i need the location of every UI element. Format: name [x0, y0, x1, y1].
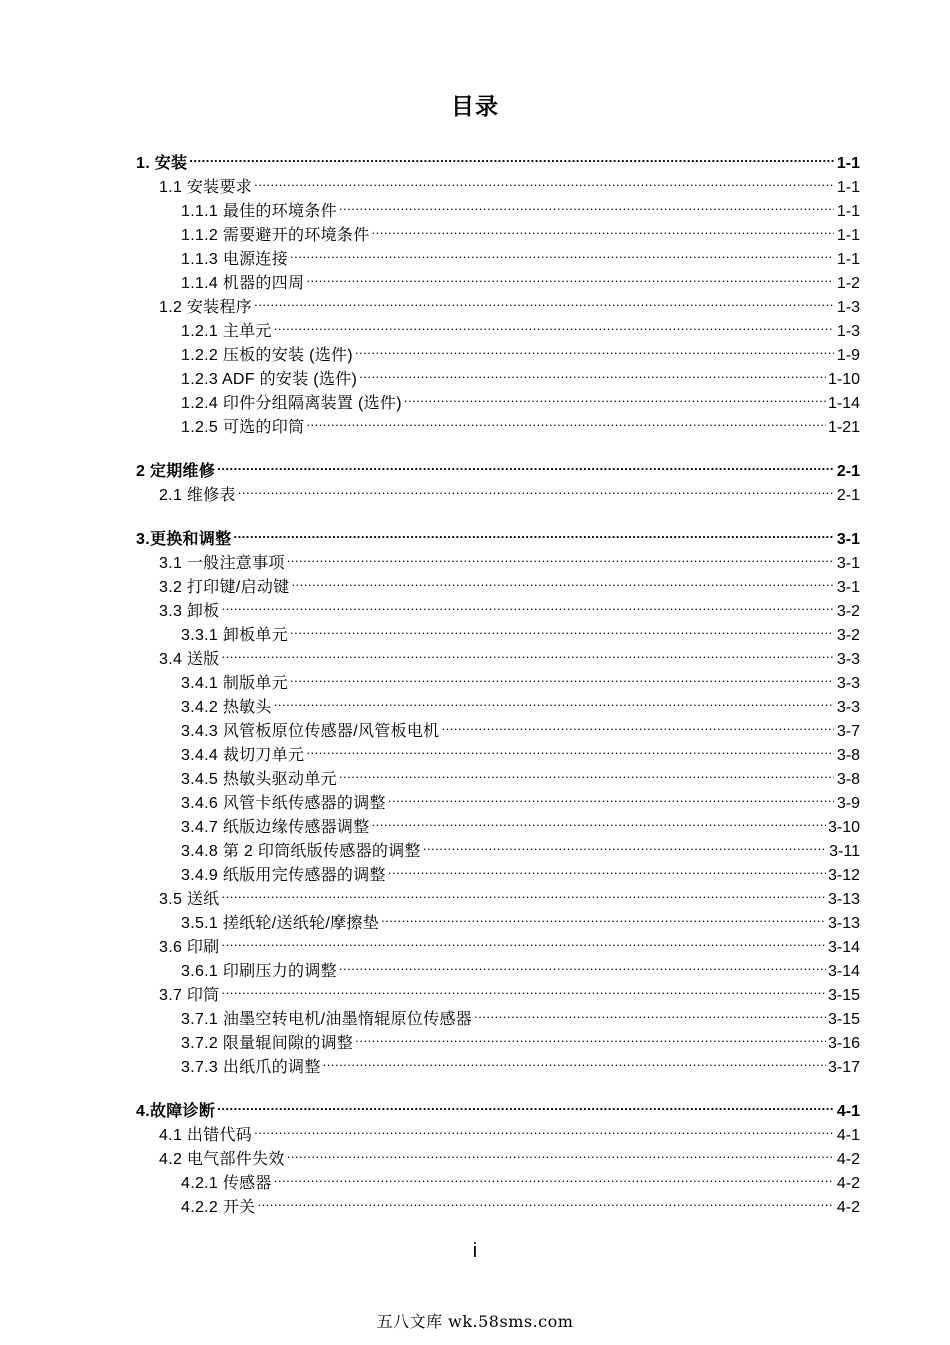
- dot-leader: [306, 264, 834, 288]
- toc-subsubsection[interactable]: [136, 904, 860, 932]
- toc-entry-label: 3.5 送纸: [159, 891, 220, 908]
- toc-entry-label: 1.2.5 可选的印筒: [181, 419, 305, 436]
- dot-leader: [222, 592, 835, 616]
- toc-subsection[interactable]: [136, 928, 860, 956]
- toc-entry-page: 3-13: [827, 915, 860, 932]
- dot-leader: [217, 1092, 834, 1116]
- dot-leader: [372, 216, 834, 240]
- dot-leader: [222, 640, 835, 664]
- dot-leader: [306, 736, 834, 760]
- toc-entry-label: 1.1.1 最佳的环境条件: [181, 203, 337, 220]
- dot-leader: [404, 384, 826, 408]
- toc-entry-label: 3.3.1 卸板单元: [181, 627, 289, 644]
- toc-entry-label: 3.3 卸板: [159, 603, 220, 620]
- dot-leader: [441, 712, 834, 736]
- toc-entry-label: 3.4.9 纸版用完传感器的调整: [181, 867, 386, 884]
- toc-entry-page: 4-2: [836, 1199, 860, 1216]
- toc-entry-page: 2-1: [836, 463, 860, 480]
- toc-entry-label: 3.2 打印键/启动键: [159, 579, 290, 596]
- dot-leader: [388, 784, 834, 808]
- toc-entry-label: 3.1 一般注意事项: [159, 555, 285, 572]
- toc-entry-page: 3-3: [836, 651, 860, 668]
- toc-subsection[interactable]: [136, 1116, 860, 1144]
- dot-leader: [423, 832, 827, 856]
- dot-leader: [274, 1164, 834, 1188]
- toc-entry-page: 1-1: [836, 155, 860, 172]
- toc-entry-label: 3.4 送版: [159, 651, 220, 668]
- toc-subsubsection[interactable]: [136, 664, 860, 692]
- dot-leader: [290, 240, 834, 264]
- dot-leader: [381, 904, 826, 928]
- toc-entry-page: 3-17: [827, 1059, 860, 1076]
- toc-entry-label: 4.1 出错代码: [159, 1127, 253, 1144]
- dot-leader: [359, 360, 826, 384]
- toc-subsection[interactable]: [136, 640, 860, 668]
- toc-entry-label: 4.故障诊断: [136, 1103, 216, 1120]
- toc-entry-label: 3.7 印筒: [159, 987, 220, 1004]
- toc-section-heading[interactable]: [136, 520, 860, 548]
- toc-entry-page: 3-8: [836, 747, 860, 764]
- toc-entry-label: 1. 安装: [136, 155, 188, 172]
- dot-leader: [287, 1140, 834, 1164]
- toc-entry-page: 3-2: [836, 603, 860, 620]
- toc-subsection[interactable]: [136, 476, 860, 504]
- toc-entry-label: 3.4.2 热敏头: [181, 699, 272, 716]
- toc-entry-page: 3-3: [836, 699, 860, 716]
- toc-entry-page: 3-3: [836, 675, 860, 692]
- toc-entry-page: 1-1: [836, 203, 860, 220]
- toc-entry-label: 3.5.1 搓纸轮/送纸轮/摩擦垫: [181, 915, 380, 932]
- section-gap: [136, 500, 860, 520]
- toc-entry-label: 4.2.2 开关: [181, 1199, 256, 1216]
- dot-leader: [306, 408, 826, 432]
- dot-leader: [355, 1024, 826, 1048]
- toc-entry-page: 3-7: [836, 723, 860, 740]
- table-of-contents: [136, 144, 860, 1216]
- page-number: i: [472, 1240, 478, 1262]
- toc-subsection[interactable]: [136, 544, 860, 572]
- toc-entry-label: 3.7.1 油墨空转电机/油墨惰辊原位传感器: [181, 1011, 473, 1028]
- toc-section-heading[interactable]: [136, 452, 860, 480]
- toc-entry-page: 3-10: [827, 819, 860, 836]
- dot-leader: [355, 336, 834, 360]
- toc-entry-page: 4-2: [836, 1151, 860, 1168]
- toc-entry-page: 3-9: [836, 795, 860, 812]
- dot-leader: [254, 288, 834, 312]
- dot-leader: [257, 1188, 834, 1212]
- toc-entry-page: 4-1: [836, 1103, 860, 1120]
- dot-leader: [323, 1048, 826, 1072]
- toc-entry-label: 1.1.3 电源连接: [181, 251, 289, 268]
- toc-entry-page: 1-1: [836, 179, 860, 196]
- toc-section-heading[interactable]: [136, 144, 860, 172]
- toc-entry-page: 3-1: [836, 579, 860, 596]
- toc-subsection[interactable]: [136, 976, 860, 1004]
- toc-entry-page: 1-1: [836, 227, 860, 244]
- toc-entry-page: 3-15: [827, 987, 860, 1004]
- toc-entry-page: 1-10: [827, 371, 860, 388]
- toc-entry-page: 3-16: [827, 1035, 860, 1052]
- toc-subsection[interactable]: [136, 880, 860, 908]
- toc-entry-label: 1.2.2 压板的安装 (选件): [181, 347, 353, 364]
- dot-leader: [290, 664, 834, 688]
- toc-entry-label: 3.4.3 风管板原位传感器/风管板电机: [181, 723, 440, 740]
- toc-entry-label: 1.1.4 机器的四周: [181, 275, 305, 292]
- toc-entry-label: 3.4.5 热敏头驱动单元: [181, 771, 337, 788]
- dot-leader: [238, 476, 834, 500]
- dot-leader: [474, 1000, 826, 1024]
- toc-entry-page: 4-2: [836, 1175, 860, 1192]
- dot-leader: [372, 808, 826, 832]
- dot-leader: [287, 544, 834, 568]
- dot-leader: [233, 520, 834, 544]
- toc-entry-label: 3.4.8 第 2 印筒纸版传感器的调整: [181, 843, 421, 860]
- toc-entry-page: 1-21: [827, 419, 860, 436]
- toc-subsection[interactable]: [136, 168, 860, 196]
- toc-entry-page: 1-14: [827, 395, 860, 412]
- toc-entry-page: 3-1: [836, 531, 860, 548]
- dot-leader: [222, 928, 826, 952]
- dot-leader: [189, 144, 834, 168]
- dot-leader: [274, 312, 834, 336]
- toc-entry-page: 1-3: [836, 323, 860, 340]
- toc-entry-label: 1.1.2 需要避开的环境条件: [181, 227, 370, 244]
- toc-entry-label: 4.2 电气部件失效: [159, 1151, 285, 1168]
- watermark-footer: 五八文库 wk.58sms.com: [376, 1312, 574, 1331]
- dot-leader: [222, 880, 826, 904]
- toc-entry-label: 2 定期维修: [136, 463, 216, 480]
- toc-entry-page: 3-12: [827, 867, 860, 884]
- toc-entry-label: 3.6.1 印刷压力的调整: [181, 963, 337, 980]
- toc-entry-label: 1.2 安装程序: [159, 299, 253, 316]
- dot-leader: [339, 760, 834, 784]
- toc-entry-label: 3.更换和调整: [136, 531, 232, 548]
- toc-entry-page: 2-1: [836, 487, 860, 504]
- toc-subsubsection[interactable]: [136, 616, 860, 644]
- dot-leader: [254, 1116, 834, 1140]
- dot-leader: [274, 688, 834, 712]
- toc-entry-page: 3-14: [827, 939, 860, 956]
- toc-entry-label: 3.4.4 裁切刀单元: [181, 747, 305, 764]
- toc-entry-page: 1-2: [836, 275, 860, 292]
- toc-entry-label: 2.1 维修表: [159, 487, 236, 504]
- toc-section-heading[interactable]: [136, 1092, 860, 1120]
- toc-entry-label: 1.2.4 印件分组隔离装置 (选件): [181, 395, 402, 412]
- toc-entry-label: 1.2.3 ADF 的安装 (选件): [181, 371, 358, 388]
- toc-entry-page: 3-15: [827, 1011, 860, 1028]
- dot-leader: [291, 568, 834, 592]
- toc-entry-label: 1.1 安装要求: [159, 179, 253, 196]
- toc-subsection[interactable]: [136, 592, 860, 620]
- toc-entry-page: 1-3: [836, 299, 860, 316]
- dot-leader: [222, 976, 826, 1000]
- toc-entry-label: 3.7.2 限量辊间隙的调整: [181, 1035, 354, 1052]
- toc-entry-page: 3-8: [836, 771, 860, 788]
- toc-entry-page: 4-1: [836, 1127, 860, 1144]
- toc-entry-label: 1.2.1 主单元: [181, 323, 272, 340]
- toc-subsubsection[interactable]: [136, 952, 860, 980]
- dot-leader: [339, 952, 826, 976]
- toc-entry-page: 3-11: [829, 843, 860, 860]
- toc-entry-page: 3-1: [836, 555, 860, 572]
- toc-entry-page: 1-1: [836, 251, 860, 268]
- toc-entry-page: 3-14: [827, 963, 860, 980]
- toc-subsubsection[interactable]: [136, 1000, 860, 1028]
- page-title: 目录: [451, 94, 499, 120]
- toc-entry-label: 3.4.7 纸版边缘传感器调整: [181, 819, 370, 836]
- dot-leader: [254, 168, 834, 192]
- toc-entry-label: 3.4.6 风管卡纸传感器的调整: [181, 795, 386, 812]
- dot-leader: [339, 192, 834, 216]
- toc-entry-page: 1-9: [836, 347, 860, 364]
- dot-leader: [290, 616, 834, 640]
- toc-entry-page: 3-2: [836, 627, 860, 644]
- dot-leader: [217, 452, 834, 476]
- toc-entry-label: 3.6 印刷: [159, 939, 220, 956]
- toc-entry-page: 3-13: [827, 891, 860, 908]
- toc-entry-label: 3.7.3 出纸爪的调整: [181, 1059, 321, 1076]
- dot-leader: [388, 856, 826, 880]
- toc-entry-label: 4.2.1 传感器: [181, 1175, 272, 1192]
- toc-entry-label: 3.4.1 制版单元: [181, 675, 289, 692]
